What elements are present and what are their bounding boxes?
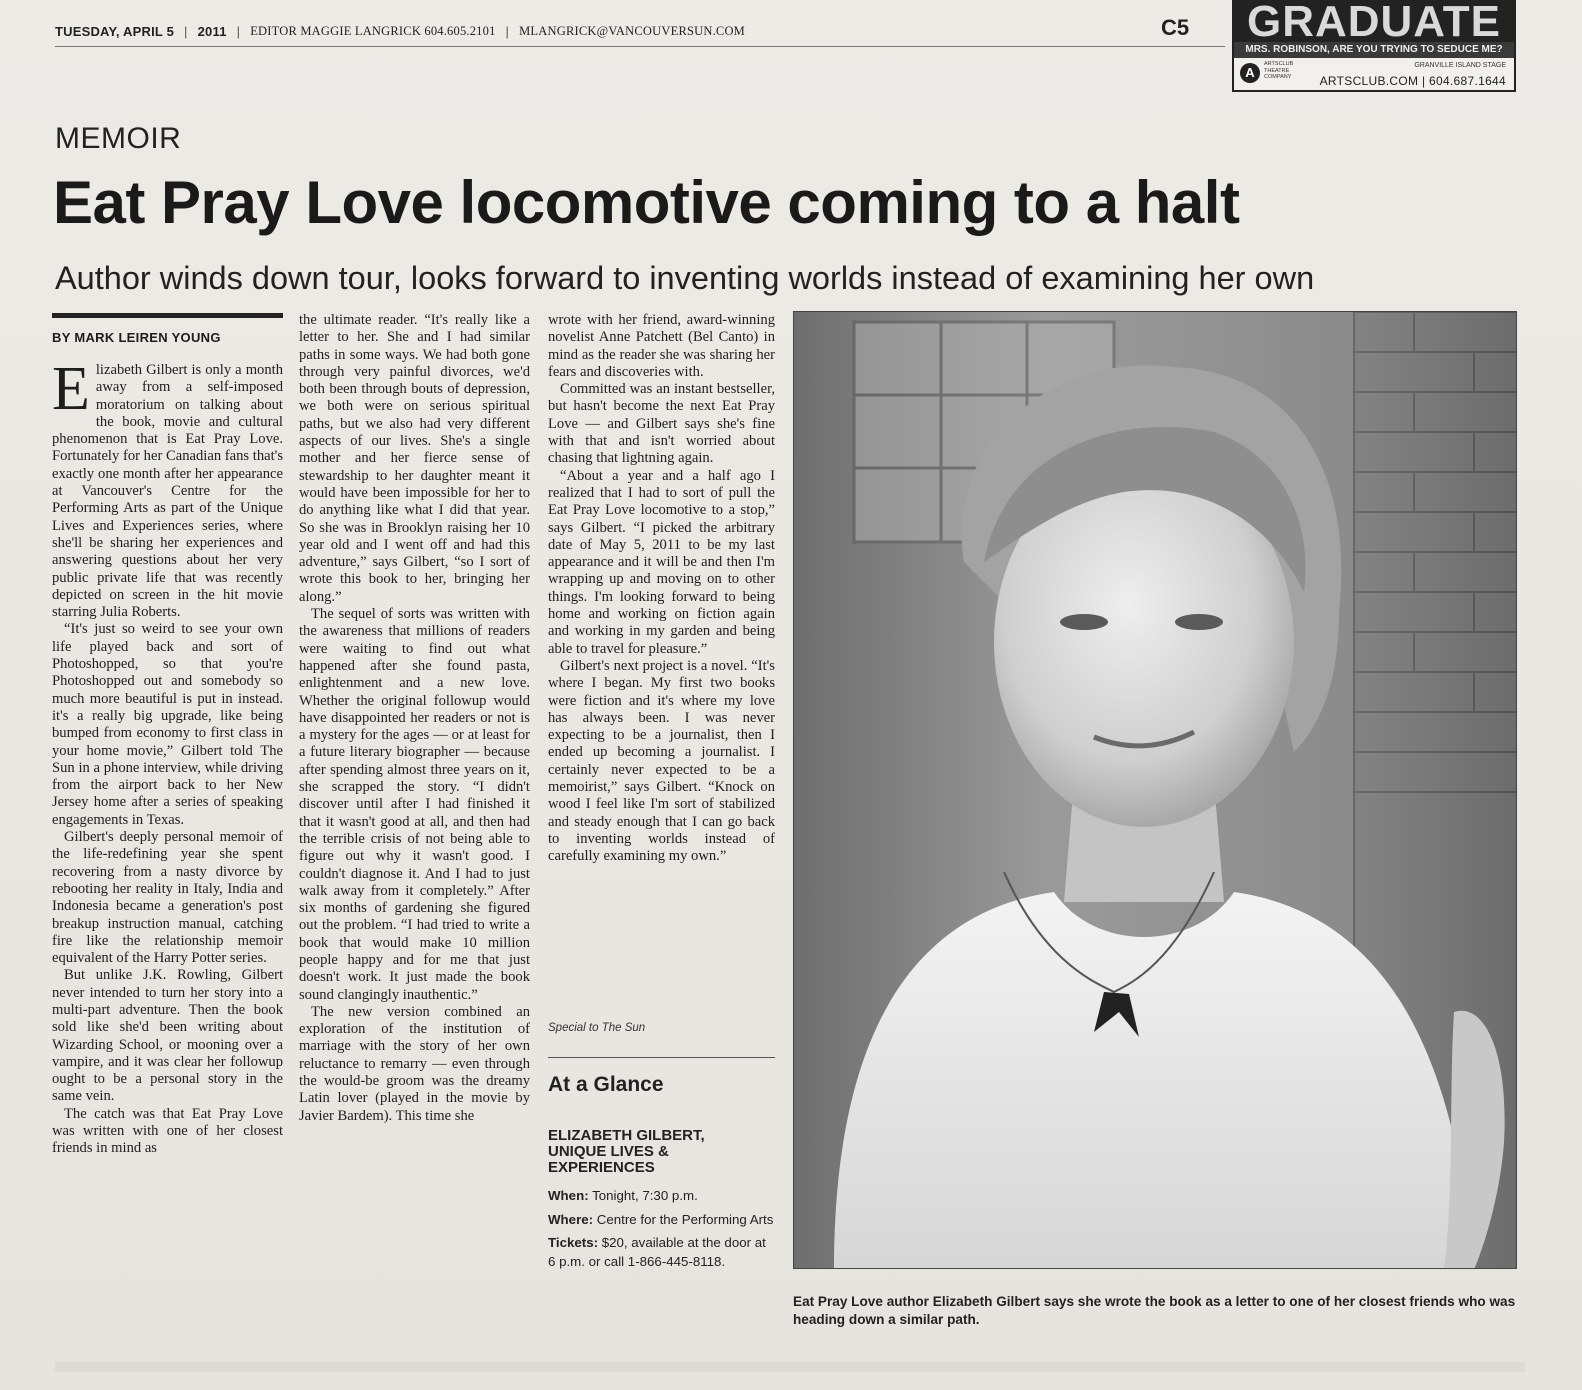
article-column-2: [299, 312, 530, 1334]
article-paragraph: the ultimate reader. “It's really like a letter to her. She and I had similar paths in some ways. We had both gone through very painful divorces, we'd both been through bouts of depression, we both were on serious spiritual paths, but we also had very different aspects of our lives. She's a single mother and her fierce sense of stewardship to her daughter meant it would have been impossible for her to do anything like what I did that year. So she was in Brooklyn raising her 10 year old and I went off and had this adventure,” says Gilbert, “so I sort of wrote this book to her, bringing her along.”: [299, 312, 530, 605]
subheadline: Author winds down tour, looks forward to inventing worlds instead of examining her own: [55, 260, 1315, 296]
header-email: MLANGRICK@VANCOUVERSUN.COM: [519, 23, 745, 38]
left-eye: [1060, 614, 1108, 630]
article-paragraph: “About a year and a half ago I realized that I had to sort of pull the Eat Pray Love locomotive to a stop,” says Gilbert. “I picked the arbitrary date of May 5, 2011 to be my last appearance and it will be and then I'm wrapping up and moving on to other things. I'm looking forward to being home and working on fiction again and working in my garden and being able to travel for pleasure.”: [548, 467, 775, 657]
ad-tagline: MRS. ROBINSON, ARE YOU TRYING TO SEDUCE ME?: [1234, 42, 1514, 58]
glance-where: Where: Centre for the Performing Arts: [548, 1211, 774, 1227]
header-separator: |: [184, 23, 188, 39]
artsclub-logo-icon: A: [1240, 63, 1260, 83]
theatre-ad[interactable]: [1232, 0, 1516, 92]
header-editor: EDITOR MAGGIE LANGRICK 604.605.2101: [250, 23, 496, 38]
page-number: C5: [1161, 15, 1190, 40]
header-date: TUESDAY, APRIL 5: [55, 23, 175, 39]
article-paragraph: Gilbert's next project is a novel. “It's where I began. My first two books were fiction and it's where my love has always been. I was never expecting to be a journalist, then I ended up becoming a journalist. I certainly never expected to be a memoirist,” says Gilbert. “Knock on wood I feel like I'm sort of stabilized and steady enough that I can go back to inventing worlds instead of carefully examining my own.”: [548, 657, 775, 865]
glance-details: [548, 1187, 775, 1276]
article-column-1: [52, 362, 283, 1334]
glance-event-name: ELIZABETH GILBERT, UNIQUE LIVES & EXPERIENCES: [548, 1127, 705, 1176]
glance-when: When: Tonight, 7:30 p.m.: [548, 1188, 698, 1203]
page-bottom-edge: [55, 1362, 1525, 1372]
ad-company: ARTSCLUB THEATRE COMPANY: [1264, 61, 1294, 80]
article-paragraph: The sequel of sorts was written with the awareness that millions of readers were waiting to find out what happened after she found pasta, enlightenment and a new love. Whether the original followup would have disappointed her readers or not is a mystery for the ages — or at least for a future literary biographer — because after spending almost three years on it, she scrapped the story. “I didn't discover until after I had finished it that it wasn't good at all, and then had the terrible crisis of not being able to figure out why it wasn't good. I couldn't diagnose it. And I had to just walk away from it completely.” After six months of gardening she figured out the problem. “I had tried to write a book that would make 10 million people happy and for me that just doesn't work. It just made the book sound clangingly inauthentic.”: [299, 606, 530, 1003]
byline: BY MARK LEIREN YOUNG: [52, 330, 221, 345]
right-eye: [1175, 614, 1223, 630]
header-separator: |: [236, 23, 241, 39]
article-paragraph: Elizabeth Gilbert is only a month away from a self-imposed moratorium on talking about the book, movie and cultural phenomenon that is Eat Pray Love. Fortunately for her Canadian fans that's exactly one month after her appearance at Vancouver's Centre for the Performing Arts as part of the Unique Lives and Experiences series, where she'll be sharing her experiences and answering questions about her very public private life that was recently depicted on screen in the hit movie starring Julia Roberts.: [52, 362, 283, 621]
article-credit: Special to The Sun: [548, 1022, 646, 1034]
article-column-3: [548, 312, 775, 992]
article-paragraph: wrote with her friend, award-winning novelist Anne Patchett (Bel Canto) in mind as the reader she was sharing her fears and discoveries with.: [548, 312, 775, 380]
header-separator: |: [505, 23, 510, 39]
author-photo: [793, 311, 1517, 1269]
header-divider: [55, 46, 1225, 47]
article-paragraph: “It's just so weird to see your own life played back and sort of Photoshopped, so that you're Photoshopped out and somebody so much more beautiful is put in instead. it's a really big upgrade, like being bumped from economy to first class in your home movie,” Gilbert told The Sun in a phone interview, while driving from the airport back to her New Jersey home after a series of speaking engagements in Texas.: [52, 621, 283, 828]
section-label: MEMOIR: [55, 122, 182, 155]
ad-contact: ARTSCLUB.COM | 604.687.1644: [1319, 74, 1506, 88]
page-header: [55, 18, 1235, 44]
portrait-image: [794, 312, 1517, 1269]
article-paragraph: But unlike J.K. Rowling, Gilbert never intended to turn her story into a multi-part adventure. Then the book sold like she'd been writing about Wizarding School, or mooning over a vampire, and it was clear her followup ought to be a personal story in the same vein.: [52, 967, 283, 1105]
headline: Eat Pray Love locomotive coming to a halt: [53, 169, 1240, 236]
glance-divider: [548, 1057, 775, 1058]
ad-title: GRADUATE: [1234, 2, 1514, 42]
glance-title: At a Glance: [548, 1073, 664, 1096]
drop-cap: E: [52, 362, 90, 423]
article-paragraph: The new version combined an exploration of the institution of marriage with the story of her own reluctance to remarry — even through the would-be groom was the dreamy Latin lover (played in the movie by Javier Bardem). This time she: [299, 1003, 530, 1124]
article-paragraph: Gilbert's deeply personal memoir of the life-redefining year she spent recovering from a nasty divorce by rebooting her reality in Italy, India and Indonesia became a generation's post breakup instruction manual, catching fire like the relationship memoir equivalent of the Harry Potter series.: [52, 829, 283, 967]
article-paragraph: The catch was that Eat Pray Love was written with one of her closest friends in mind as: [52, 1105, 283, 1157]
photo-caption: Eat Pray Love author Elizabeth Gilbert says she wrote the book as a letter to one of her closest friends who was heading down a similar path.: [793, 1294, 1516, 1327]
byline-rule: [52, 313, 283, 318]
ad-stage: GRANVILLE ISLAND STAGE: [1414, 62, 1506, 69]
header-year: 2011: [197, 23, 227, 39]
glance-tickets: Tickets: $20, available at the door at 6 p.m. or call 1-866-445-8118.: [548, 1235, 766, 1269]
article-paragraph: Committed was an instant bestseller, but hasn't become the next Eat Pray Love — and Gilbert says she's fine with that and isn't worried about chasing that lightning again.: [548, 381, 775, 467]
